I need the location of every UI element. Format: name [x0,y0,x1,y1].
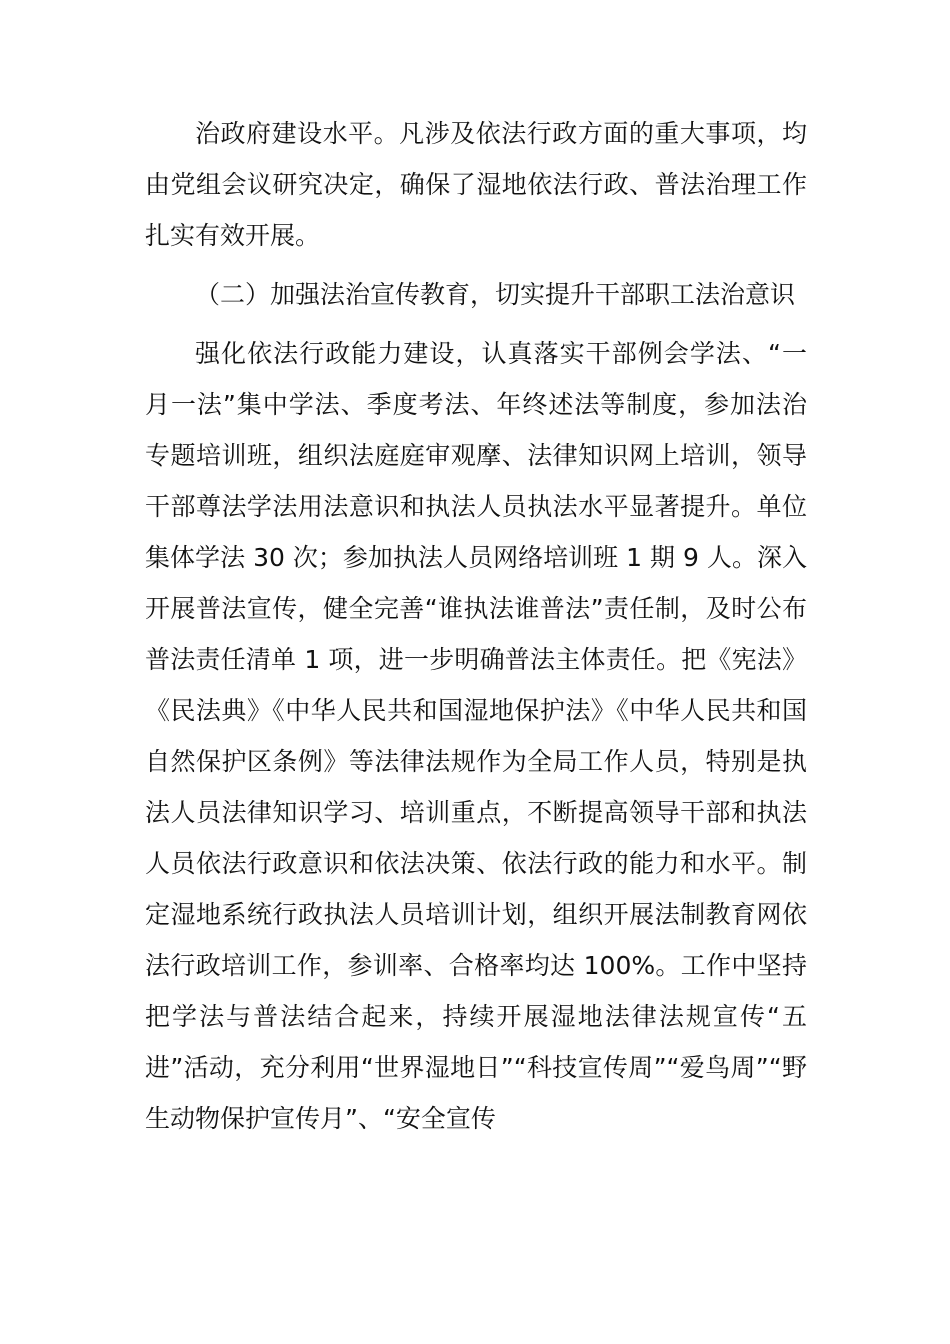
paragraph-legal-education: 强化依法行政能力建设，认真落实干部例会学法、“一月一法”集中学法、季度考法、年终述法等制度，参加法治专题培训班，组织法庭庭审观摩、法律知识网上培训，领导干部尊法学法用法意识和执法人员执法水平显著提升。单位集体学法 30 次；参加执法人员网络培训班 1 期 9 人。深入开展普法宣传，健全完善“谁执法谁普法”责任制，及时公布普法责任清单 1 项，进一步明确普法主体责任。把《宪法》《民法典》《中华人民共和国湿地保护法》《中华人民共和国自然保护区条例》等法律法规作为全局工作人员，特别是执法人员法律知识学习、培训重点，不断提高领导干部和执法人员依法行政意识和依法决策、依法行政的能力和水平。制定湿地系统行政执法人员培训计划，组织开展法制教育网依法行政培训工作，参训率、合格率均达 100%。工作中坚持把学法与普法结合起来，持续开展湿地法律法规宣传“五进”活动，充分利用“世界湿地日”“科技宣传周”“爱鸟周”“野生动物保护宣传月”、“安全宣传 [145,339,807,1133]
section-heading: （二）加强法治宣传教育，切实提升干部职工法治意识 [195,280,796,309]
document-body [145,108,807,1144]
paragraph-continuation: 治政府建设水平。凡涉及依法行政方面的重大事项，均由党组会议研究决定，确保了湿地依法行政、普法治理工作扎实有效开展。 [145,119,807,250]
